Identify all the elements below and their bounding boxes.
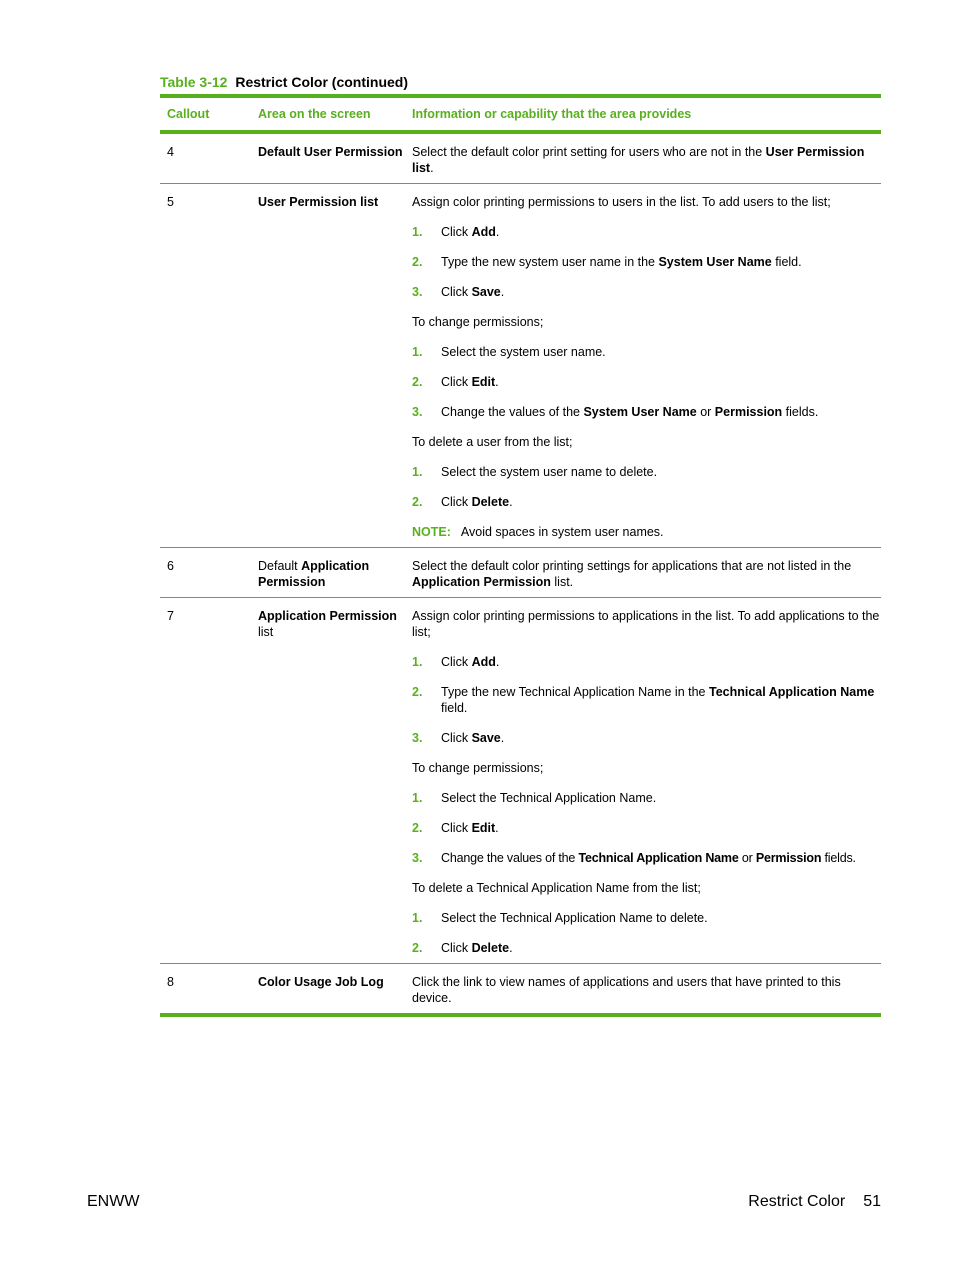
footer-right: [748, 1193, 881, 1211]
intro-text: Assign color printing permissions to applications in the list. To add applications to the list;: [412, 609, 880, 639]
step-item: 2. Click Edit.: [412, 375, 499, 389]
change-intro: To change permissions;: [412, 315, 544, 329]
table-row: [160, 598, 881, 963]
step-item: 2. Click Edit.: [412, 821, 499, 835]
header-area: Area on the screen: [258, 107, 371, 121]
step-item: 3. Change the values of the Technical Application Name or Permission fields.: [412, 851, 856, 865]
area-name: Color Usage Job Log: [258, 975, 384, 989]
table-row: [160, 964, 881, 1013]
area-info: [412, 184, 881, 547]
page-number: 51: [863, 1193, 881, 1210]
area-name: User Permission list: [258, 195, 379, 209]
callout-number: 7: [167, 609, 174, 623]
header-info: Information or capability that the area provides: [412, 107, 692, 121]
step-item: 2. Click Delete.: [412, 941, 513, 955]
table-title: Restrict Color (continued): [235, 74, 408, 90]
delete-intro: To delete a user from the list;: [412, 435, 573, 449]
callout-number: 8: [167, 975, 174, 989]
area-name: Application Permission list: [258, 609, 397, 639]
restrict-color-table: [160, 94, 881, 1017]
step-item: 2. Type the new Technical Application Name in the Technical Application Name field.: [412, 685, 875, 715]
note-text: Avoid spaces in system user names.: [460, 525, 664, 539]
step-item: 3. Change the values of the System User Name or Permission fields.: [412, 405, 819, 419]
note-label: NOTE:: [412, 525, 451, 539]
table-header-row: [160, 98, 881, 130]
step-item: 1. Select the Technical Application Name to delete.: [412, 911, 708, 925]
table-row: [160, 134, 881, 183]
change-intro: To change permissions;: [412, 761, 544, 775]
table-caption: [160, 74, 408, 90]
step-item: 2. Type the new system user name in the System User Name field.: [412, 255, 802, 269]
area-info: Select the default color printing settings for applications that are not listed in the Application Permission list.: [412, 559, 852, 589]
callout-number: 4: [167, 145, 174, 159]
header-callout: Callout: [167, 107, 210, 121]
area-name: Default Application Permission: [258, 559, 370, 589]
step-item: 1. Select the Technical Application Name.: [412, 791, 657, 805]
area-info: Select the default color print setting for users who are not in the User Permission list.: [412, 145, 865, 175]
step-item: 1. Click Add.: [412, 225, 500, 239]
delete-intro: To delete a Technical Application Name from the list;: [412, 881, 701, 895]
area-info: [412, 598, 881, 963]
step-item: 2. Click Delete.: [412, 495, 513, 509]
area-name: Default User Permission: [258, 145, 403, 159]
step-item: 3. Click Save.: [412, 731, 505, 745]
footer-left-label: ENWW: [87, 1193, 140, 1210]
step-item: 1. Select the system user name.: [412, 345, 606, 359]
callout-number: 6: [167, 559, 174, 573]
table-bottom-rule: [160, 1013, 881, 1017]
table-number: Table 3-12: [160, 74, 228, 90]
step-item: 1. Click Add.: [412, 655, 500, 669]
intro-text: Assign color printing permissions to users in the list. To add users to the list;: [412, 195, 831, 209]
step-item: 1. Select the system user name to delete.: [412, 465, 658, 479]
table-row: [160, 548, 881, 597]
note: [412, 524, 881, 540]
table-row: [160, 184, 881, 547]
area-info: Click the link to view names of applications and users that have printed to this device.: [412, 975, 841, 1005]
callout-number: 5: [167, 195, 174, 209]
step-item: 3. Click Save.: [412, 285, 505, 299]
footer-section-title: Restrict Color: [748, 1193, 846, 1210]
